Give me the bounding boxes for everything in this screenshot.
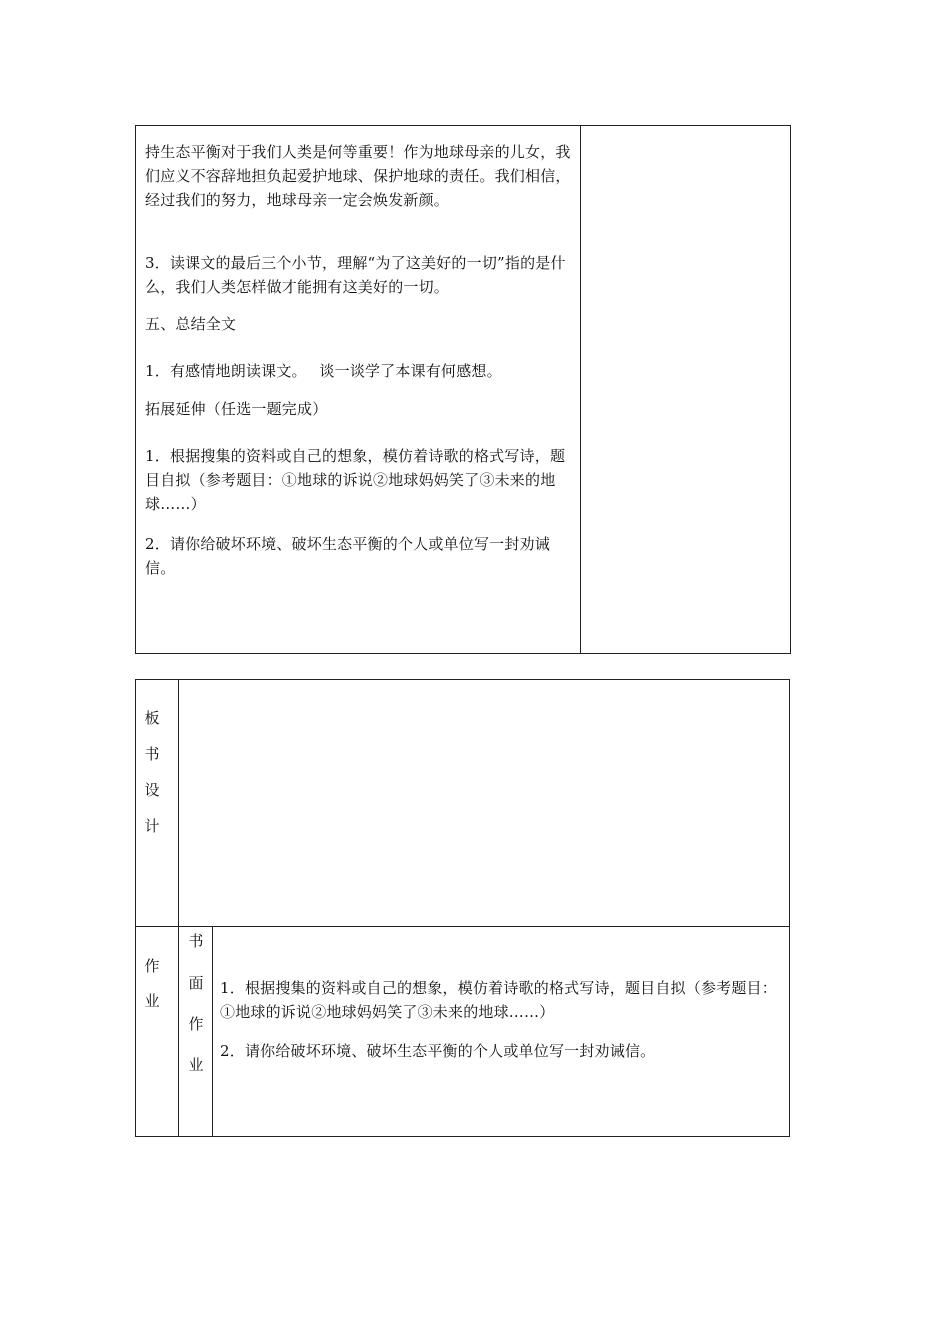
- label-char: 作: [144, 957, 160, 975]
- label-char: 板: [144, 709, 160, 727]
- label-char: 设: [144, 781, 160, 799]
- section-heading: 拓展延伸（任选一题完成）: [145, 400, 328, 418]
- homework-item: 1．根据搜集的资料或自己的想象，模仿着诗歌的格式写诗，题目自拟（参考题目：①地球的诉说②地球妈妈笑了③未来的地球……）: [220, 979, 777, 1021]
- body-paragraph: 1．有感情地朗读课文。 谈一谈学了本课有何感想。: [145, 362, 502, 380]
- section-heading: 五、总结全文: [145, 315, 237, 333]
- label-char: 书: [144, 745, 160, 763]
- label-char: 计: [144, 817, 160, 835]
- body-paragraph: 2．请你给破坏环境、破坏生态平衡的个人或单位写一封劝诫信。: [145, 535, 550, 577]
- body-paragraph: 1．根据搜集的资料或自己的想象，模仿着诗歌的格式写诗，题目自拟（参考题目：①地球的诉说②地球妈妈笑了③未来的地球……）: [145, 447, 566, 513]
- body-paragraph: 3．读课文的最后三个小节，理解“为了这美好的一切”指的是什么，我们人类怎样做才能拥有这美好的一切。: [145, 254, 566, 296]
- body-paragraph: 持生态平衡对于我们人类是何等重要！作为地球母亲的儿女，我们应义不容辞地担负起爱护地球、保护地球的责任。我们相信，经过我们的努力，地球母亲一定会焕发新颜。: [145, 143, 571, 209]
- label-char: 业: [144, 992, 160, 1010]
- label-char: 面: [188, 974, 204, 992]
- label-char: 作: [188, 1015, 204, 1033]
- label-char: 业: [188, 1056, 204, 1074]
- label-char: 书: [188, 932, 204, 950]
- homework-item: 2．请你给破坏环境、破坏生态平衡的个人或单位写一封劝诫信。: [220, 1042, 656, 1060]
